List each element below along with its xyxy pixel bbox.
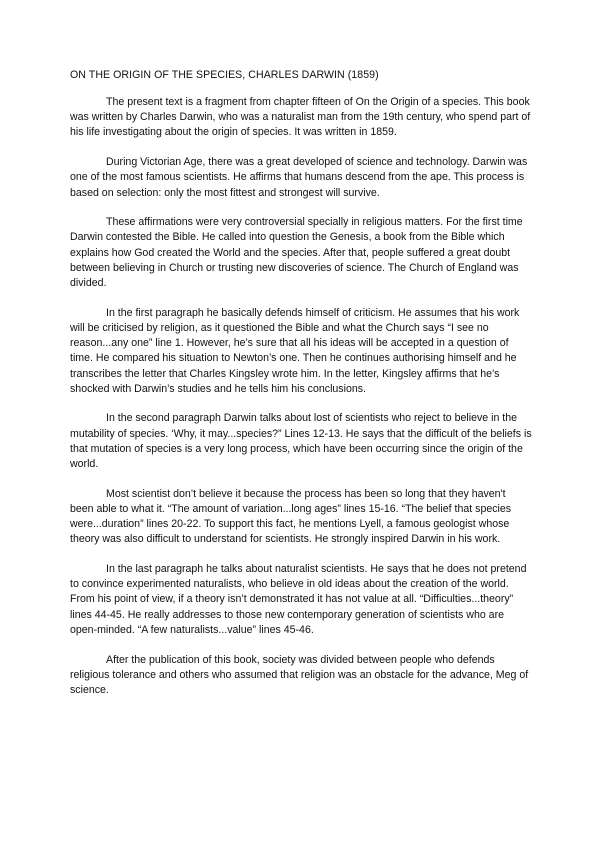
paragraph-scientists-belief: Most scientist don’t believe it because the process has been so long that they haven't been able to what it. “The amount of variation...long ages” lines 15-16. “The belief that species were...duration” lines 20-22. To support this fact, he mentions Lyell, a famous geologist whose theory was also difficult to understand for scientists. He strongly inspired Darwin in his work. [70, 487, 512, 546]
paragraph-conclusion: After the publication of this book, society was divided between people who defends religious tolerance and others who assumed that religion was an obstacle for the advance, Meg of science. [70, 653, 529, 696]
paragraph-introduction: The present text is a fragment from chapter fifteen of On the Origin of a species. This book was written by Charles Darwin, who was a naturalist man from the 19th century, who spend part of his life investigating about the origin of species. It was written in 1859. [70, 96, 531, 139]
paragraph-first-analysis: In the first paragraph he basically defends himself of criticism. He assumes that his work will be criticised by religion, as it questioned the Bible and what the Church says “I see no reason...any one” line 1. However, he’s sure that all his ideas will be accepted in a question of time. He compared his situation to Newton’s one. Then he continues authorising himself and he transcribes the letter that Charles Kingsley wrote him. In the letter, Kingsley affirms that he’s shocked with Darwin’s studies and he tells him his conclusions. [70, 306, 520, 395]
paragraph-controversy: These affirmations were very controversial specially in religious matters. For the first time Darwin contested the Bible. He called into question the Genesis, a book from the Bible which explains how God created the World and the species. After that, people suffered a great doubt between believing in Church or trusting new discoveries of science. The Church of England was divided. [70, 216, 523, 290]
paragraph-victorian-age: During Victorian Age, there was a great developed of science and technology. Darwin was one of the most famous scientists. He affirms that humans descend from the ape. This process is based on selection: only the most fittest and strongest will survive. [70, 156, 528, 199]
paragraph-second-analysis: In the second paragraph Darwin talks about lost of scientists who reject to believe in the mutability of species. ‘Why, it may...species?” Lines 12-13. He says that the difficult of the beliefs is that mutation of species is a very long process, which have been occurring since the origin of the world. [70, 412, 532, 471]
document-title: ON THE ORIGIN OF THE SPECIES, CHARLES DARWIN (1859) [70, 69, 379, 81]
document-page [70, 68, 532, 713]
paragraph-last-analysis: In the last paragraph he talks about naturalist scientists. He says that he does not pretend to convince experimented naturalists, who believe in old ideas about the creation of the world. From his point of view, if a theory isn’t demonstrated it has not value at all. “Difficulties...theory” lines 44-45. He really addresses to those new contemporary generation of scientists who are open-minded. “A few naturalists...value” lines 45-46. [70, 563, 527, 636]
